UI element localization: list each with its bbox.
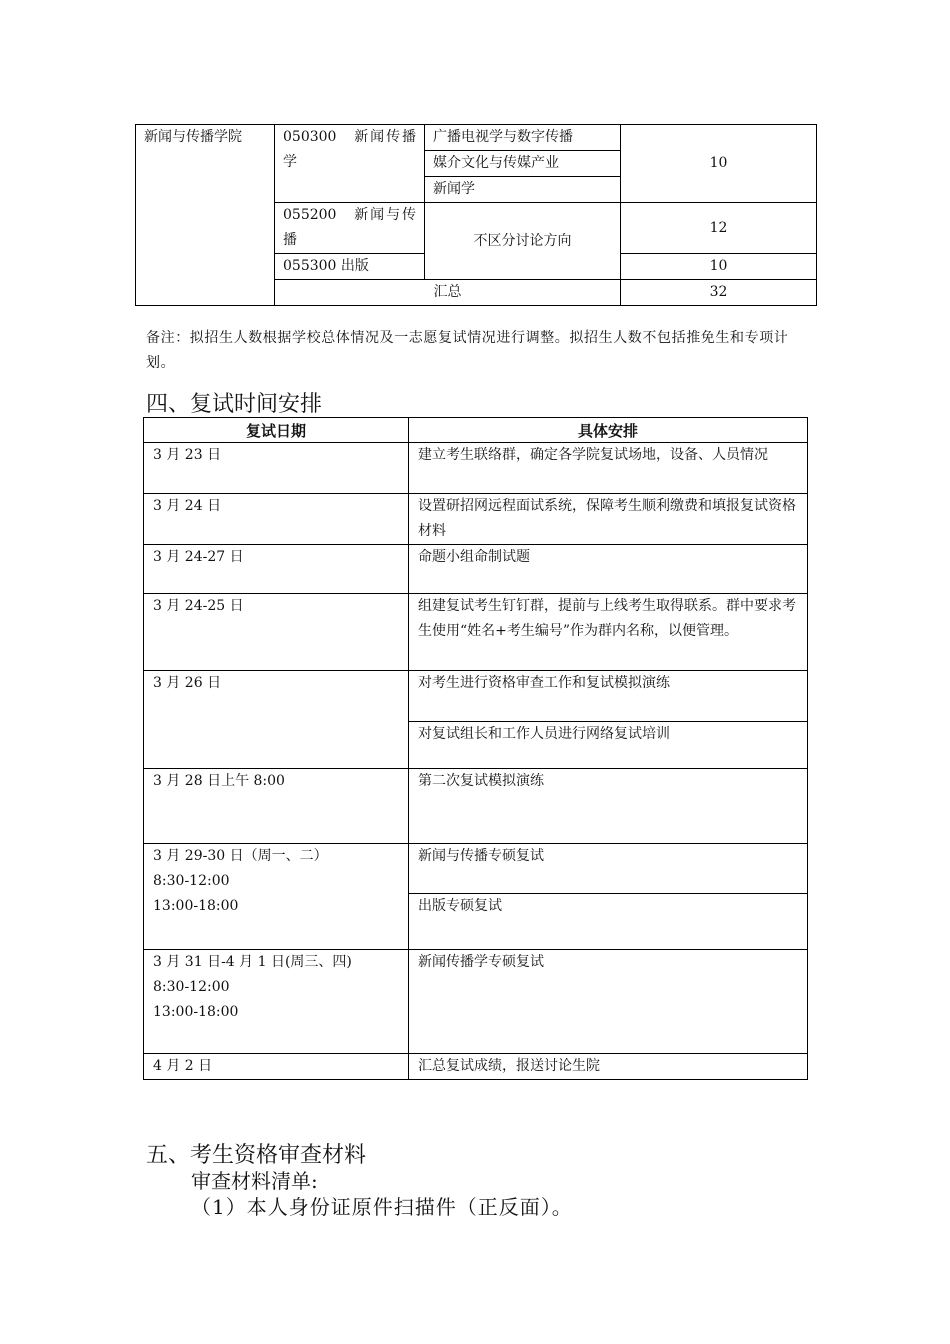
plan-text: 对复试组长和工作人员进行网络复试培训 (418, 726, 670, 742)
date-text: 3 月 31 日-4 月 1 日(周三、四) (153, 954, 352, 970)
direction-cell (425, 203, 621, 280)
plan-text: 新闻与传播专硕复试 (418, 848, 544, 864)
total-label: 汇总 (433, 284, 462, 300)
plan-subcell (409, 894, 807, 919)
date-text: 3 月 24-27 日 (153, 549, 244, 565)
date-text: 3 月 23 日 (153, 447, 222, 463)
date-cell (144, 494, 409, 545)
date-cell (144, 443, 409, 494)
total-label-cell (275, 280, 621, 306)
date-cell (144, 844, 409, 950)
major-cell (275, 203, 425, 254)
date-cell (144, 671, 409, 769)
plan-subcell (409, 844, 807, 894)
plan-cell (409, 671, 808, 769)
count-cell (621, 203, 817, 254)
major-name: 055200 新闻与传播 (283, 207, 416, 248)
date-text: 3 月 29-30 日（周一、二） (153, 848, 328, 864)
school-name: 新闻与传播学院 (144, 129, 242, 145)
plan-text: 汇总复试成绩，报送讨论生院 (418, 1058, 600, 1074)
date-text: 3 月 24-25 日 (153, 598, 244, 614)
checklist-item: （1）本人身份证原件扫描件（正反面）。 (191, 1195, 573, 1219)
plan-text: 第二次复试模拟演练 (418, 773, 544, 789)
count-value: 12 (709, 219, 728, 236)
major-cell (275, 254, 425, 280)
plan-cell (409, 594, 808, 671)
enrollment-table (135, 124, 817, 306)
plan-text: 建立考生联络群，确定各学院复试场地，设备、人员情况 (418, 447, 768, 463)
school-cell (136, 125, 275, 306)
schedule-table (143, 417, 808, 1080)
date-text: 4 月 2 日 (153, 1058, 213, 1074)
count-cell (621, 254, 817, 280)
date-cell (144, 1054, 409, 1080)
plan-cell (409, 545, 808, 594)
time-text: 13:00-18:00 (153, 898, 239, 914)
date-cell (144, 950, 409, 1054)
plan-text: 命题小组命制试题 (418, 549, 530, 565)
section-5-heading: 五、考生资格审查材料 (146, 1143, 367, 1168)
major-name: 050300 新闻传播学 (283, 129, 416, 170)
checklist-title: 审查材料清单: (191, 1169, 318, 1193)
direction-cell (425, 125, 621, 151)
direction-cell (425, 177, 621, 203)
plan-cell (409, 1054, 808, 1080)
direction-cell (425, 151, 621, 177)
major-name: 055300 出版 (283, 258, 369, 274)
section-4-heading: 四、复试时间安排 (146, 392, 323, 417)
plan-cell (409, 844, 808, 950)
date-cell (144, 594, 409, 671)
direction-name: 媒介文化与传媒产业 (433, 155, 559, 171)
plan-text: 出版专硕复试 (418, 898, 502, 914)
header-date: 复试日期 (144, 418, 409, 443)
count-value: 10 (709, 155, 728, 171)
plan-cell (409, 443, 808, 494)
count-value: 10 (709, 258, 728, 274)
plan-text: 设置研招网远程面试系统，保障考生顺利缴费和填报复试资格材料 (418, 498, 796, 539)
plan-subcell (409, 671, 807, 722)
time-text: 8:30-12:00 (153, 979, 230, 995)
date-text: 3 月 26 日 (153, 675, 222, 691)
major-cell (275, 125, 425, 203)
plan-cell (409, 950, 808, 1054)
plan-cell (409, 769, 808, 844)
plan-text: 对考生进行资格审查工作和复试模拟演练 (418, 675, 670, 691)
time-text: 8:30-12:00 (153, 873, 230, 889)
plan-cell (409, 494, 808, 545)
date-cell (144, 769, 409, 844)
header-plan: 具体安排 (409, 418, 808, 443)
plan-subcell (409, 722, 807, 747)
total-value: 32 (709, 284, 728, 300)
date-text: 3 月 24 日 (153, 498, 222, 514)
plan-text: 新闻传播学专硕复试 (418, 954, 544, 970)
direction-name: 新闻学 (433, 181, 475, 197)
time-text: 13:00-18:00 (153, 1004, 239, 1020)
enrollment-note: 备注：拟招生人数根据学校总体情况及一志愿复试情况进行调整。拟招生人数不包括推免生和专项计划。 (146, 330, 789, 371)
direction-name: 广播电视学与数字传播 (433, 129, 573, 145)
date-text: 3 月 28 日上午 8:00 (153, 773, 285, 789)
date-cell (144, 545, 409, 594)
plan-text: 组建复试考生钉钉群，提前与上线考生取得联系。群中要求考生使用“姓名+考生编号”作为群内名称，以便管理。 (418, 598, 796, 639)
count-cell (621, 125, 817, 203)
direction-name: 不区分讨论方向 (473, 232, 572, 249)
total-value-cell (621, 280, 817, 306)
